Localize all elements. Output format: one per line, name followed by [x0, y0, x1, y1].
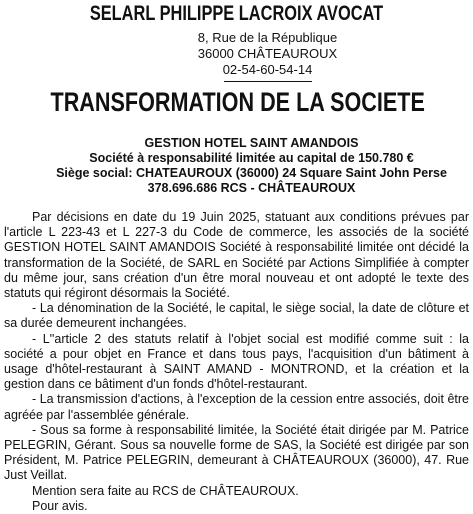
phone-number: 02-54-60-54-14: [222, 62, 313, 77]
paragraph-object: - L''article 2 des statuts relatif à l'objet social est modifié comme suit : la société a pour objet en France et dans tous pays, l'acquisition d'un bâtiment à usage d'hôtel-restaurant à SAINT AMAND - MONTROND, et la création et la gestion dans ce bâtiment d'un fonds d'hôtel-restaurant.: [4, 331, 469, 392]
paragraph-unchanged: - La dénomination de la Société, le capital, le siège social, la date de clôture et sa durée demeurent inchangées.: [4, 301, 469, 331]
company-seat: Siège social: CHATEAUROUX (36000) 24 Square Saint John Perse: [56, 166, 447, 180]
legal-notice: [0, 2, 473, 513]
closing-mention: Mention sera faite au RCS de CHÂTEAUROUX.: [32, 483, 299, 498]
paragraph-transfer: - La transmission d'actions, à l'exception de la cession entre associés, doit être agréée par l'assemblée générale.: [4, 392, 469, 422]
notice-title: TRANSFORMATION DE LA SOCIETE: [50, 87, 425, 117]
notice-body: [4, 210, 469, 484]
company-name: GESTION HOTEL SAINT AMANDOIS: [144, 136, 359, 150]
paragraph-management: - Sous sa forme à responsabilité limitée, la Société était dirigée par M. Patrice PELEGRIN, Gérant. Sous sa nouvelle forme de SAS, la Société est dirigée par son Président, M. Patrice PELEGRIN, demeurant à CHÂTEAUROUX (36000), 47. Rue Just Veillat.: [4, 422, 469, 483]
address-street: 8, Rue de la République: [197, 30, 338, 45]
paragraph-decision: Par décisions en date du 19 Juin 2025, statuant aux conditions prévues par l'article L 223-43 et L 227-3 du Code de commerce, les associés de la société GESTION HOTEL SAINT AMANDOIS Société à responsabilité limitée ont décidé la transformation de la Société, de SARL en Société par Actions Simplifiée à compter du même jour, sans création d'un être moral nouveau et ont adopté le texte des statuts qui régiront désormais la Société.: [4, 210, 469, 301]
company-form: Société à responsabilité limitée au capital de 150.780 €: [89, 151, 414, 165]
company-block: [4, 136, 469, 196]
closing-avis: Pour avis.: [32, 498, 88, 513]
separator-rule: [224, 81, 312, 82]
firm-name: SELARL PHILIPPE LACROIX AVOCAT: [89, 2, 384, 25]
firm-address: [4, 30, 469, 78]
company-rcs: 378.696.686 RCS - CHÂTEAUROUX: [147, 181, 356, 195]
address-city: 36000 CHÂTEAUROUX: [197, 46, 338, 61]
